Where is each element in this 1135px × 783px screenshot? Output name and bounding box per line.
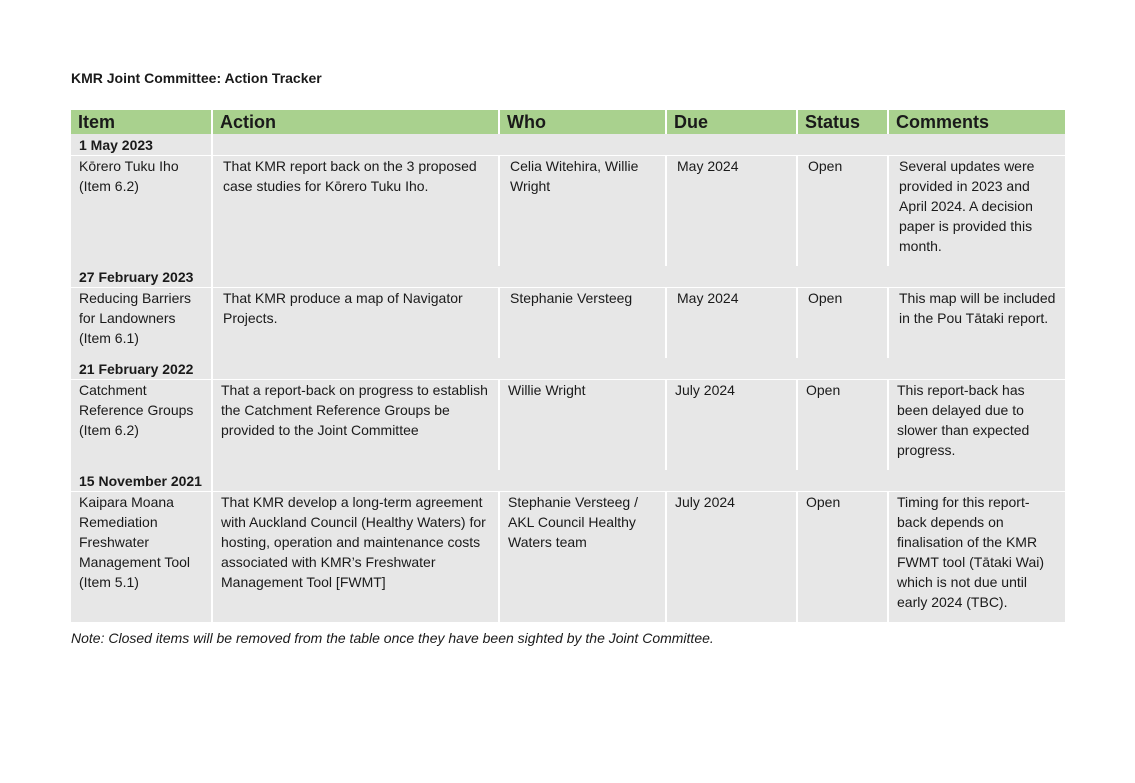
header-who: Who xyxy=(499,110,666,134)
status-cell: Open xyxy=(797,492,888,623)
action-cell: That KMR report back on the 3 proposed case studies for Kōrero Tuku Iho. xyxy=(212,156,499,267)
meeting-date: 21 February 2022 xyxy=(71,358,212,380)
comments-cell: This report-back has been delayed due to slower than expected progress. xyxy=(888,380,1065,471)
comments-cell: Several updates were provided in 2023 and April 2024. A decision paper is provided this month. xyxy=(888,156,1065,267)
who-cell: Celia Witehira, Willie Wright xyxy=(499,156,666,267)
table-row xyxy=(71,288,1065,359)
action-cell: That KMR develop a long-term agreement with Auckland Council (Healthy Waters) for hosting, operation and maintenance costs associated with KMR’s Freshwater Management Tool [FWMT] xyxy=(212,492,499,623)
status-cell: Open xyxy=(797,288,888,359)
item-cell: Catchment Reference Groups (Item 6.2) xyxy=(71,380,212,471)
comments-cell: This map will be included in the Pou Tātaki report. xyxy=(888,288,1065,359)
document-title: KMR Joint Committee: Action Tracker xyxy=(71,70,322,86)
status-cell: Open xyxy=(797,156,888,267)
status-cell: Open xyxy=(797,380,888,471)
table-row xyxy=(71,156,1065,267)
header-item: Item xyxy=(71,110,212,134)
action-cell: That KMR produce a map of Navigator Projects. xyxy=(212,288,499,359)
item-cell: Kōrero Tuku Iho (Item 6.2) xyxy=(71,156,212,267)
meeting-date-row xyxy=(71,470,1065,492)
item-cell: Reducing Barriers for Landowners (Item 6.1) xyxy=(71,288,212,359)
item-cell: Kaipara Moana Remediation Freshwater Management Tool (Item 5.1) xyxy=(71,492,212,623)
header-action: Action xyxy=(212,110,499,134)
meeting-date: 1 May 2023 xyxy=(71,134,212,156)
header-due: Due xyxy=(666,110,797,134)
who-cell: Stephanie Versteeg / AKL Council Healthy Waters team xyxy=(499,492,666,623)
meeting-date-row xyxy=(71,358,1065,380)
header-comments: Comments xyxy=(888,110,1065,134)
who-cell: Willie Wright xyxy=(499,380,666,471)
due-cell: May 2024 xyxy=(666,288,797,359)
table-row xyxy=(71,380,1065,471)
action-cell: That a report-back on progress to establish the Catchment Reference Groups be provided to the Joint Committee xyxy=(212,380,499,471)
footnote: Note: Closed items will be removed from the table once they have been sighted by the Joint Committee. xyxy=(71,630,714,646)
due-cell: July 2024 xyxy=(666,492,797,623)
comments-cell: Timing for this report-back depends on finalisation of the KMR FWMT tool (Tātaki Wai) which is not due until early 2024 (TBC). xyxy=(888,492,1065,623)
due-cell: May 2024 xyxy=(666,156,797,267)
who-cell: Stephanie Versteeg xyxy=(499,288,666,359)
header-status: Status xyxy=(797,110,888,134)
table-row xyxy=(71,492,1065,623)
meeting-date: 15 November 2021 xyxy=(71,470,212,492)
action-tracker-table xyxy=(71,110,1065,622)
meeting-date-row xyxy=(71,266,1065,288)
meeting-date: 27 February 2023 xyxy=(71,266,212,288)
due-cell: July 2024 xyxy=(666,380,797,471)
table-header-row xyxy=(71,110,1065,134)
meeting-date-row xyxy=(71,134,1065,156)
